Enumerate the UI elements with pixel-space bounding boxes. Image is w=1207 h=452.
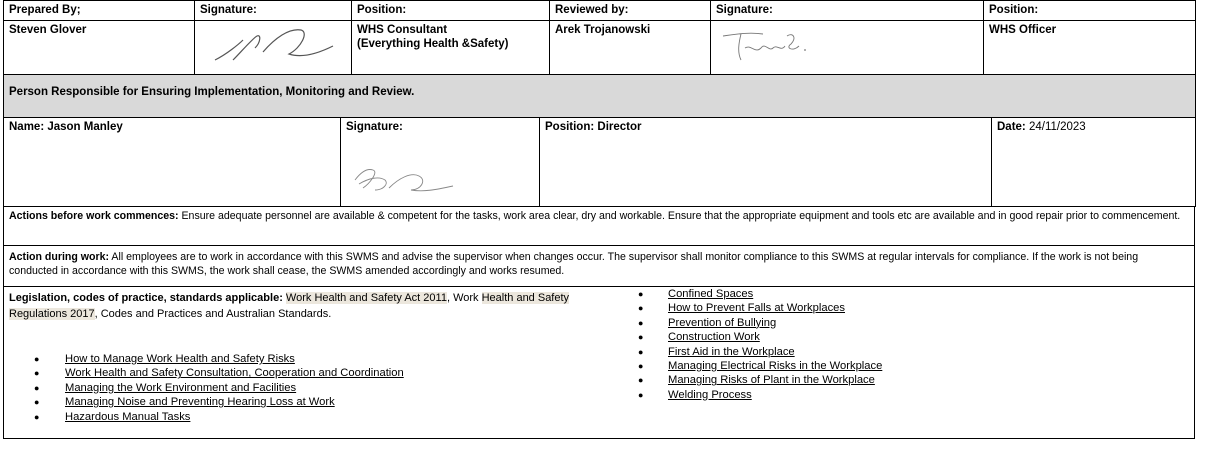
preparer-position-line1: WHS Consultant [357,24,448,36]
responsible-date [992,118,1196,207]
guidance-link[interactable]: Confined Spaces [668,288,754,300]
guidance-link[interactable]: Managing Noise and Preventing Hearing Loss at Work [65,396,335,409]
list-item[interactable] [638,287,882,301]
left-guidance-list [34,352,404,424]
actions-table [3,206,1195,439]
right-guidance-list [638,287,882,402]
actions-before-cell [4,207,1195,246]
list-item[interactable] [34,410,404,424]
guidance-link[interactable]: Prevention of Bullying [668,316,777,329]
bullet: ● [638,317,644,328]
actions-before-text: Ensure adequate personnel are available & competent for the tasks, work area clear, dry and workable. Ensure that the appropriate equipment and tools etc are available and in good repair prior to commencement. [178,210,1181,222]
bullet: ● [638,389,644,400]
regs-reference-2: Regulations 2017 [9,308,95,320]
reviewer-name: Arek Trojanowski [550,21,711,75]
guidance-link[interactable]: How to Prevent Falls at Workplaces [668,302,845,315]
list-item[interactable] [34,381,404,395]
guidance-link[interactable]: Hazardous Manual Tasks [65,410,191,423]
list-item[interactable] [34,395,404,409]
legislation-cell [4,287,1195,439]
reviewer-signature [719,26,829,66]
legislation-intro [9,290,609,322]
guidance-link[interactable]: Managing Risks of Plant in the Workplace [668,374,875,387]
list-item[interactable] [638,373,882,387]
list-item[interactable] [638,359,882,373]
preparer-signature [205,24,345,69]
signatory-table [3,0,1196,118]
bullet: ● [638,332,644,343]
legislation-tail: , Codes and Practices and Australian Standards. [94,308,332,320]
guidance-link[interactable]: Construction Work [668,331,760,344]
guidance-link[interactable]: How to Manage Work Health and Safety Risks [65,353,295,365]
guidance-link[interactable]: Welding Process [668,388,752,401]
action-during-label: Action during work: [9,251,110,263]
signature-label: Signature: [346,121,403,133]
guidance-link[interactable]: Work Health and Safety Consultation, Cooperation and Coordination [65,367,404,380]
preparer-name: Steven Glover [4,21,195,75]
bullet: ● [638,289,644,299]
list-item[interactable] [638,388,882,402]
position-label: Position: [984,1,1196,21]
preparer-position [352,21,550,75]
signature-label: Signature: [195,1,352,21]
responsible-name: Name: Jason Manley [4,118,341,207]
responsible-heading: Person Responsible for Ensuring Implementation, Monitoring and Review. [4,75,1196,118]
bullet: ● [638,360,644,371]
date-value: 24/11/2023 [1025,121,1086,133]
date-label: Date: [997,121,1026,133]
responsible-table [3,117,1196,207]
bullet: ● [638,375,644,386]
act-reference: Work Health and Safety Act 2011 [285,292,447,304]
bullet: ● [638,346,644,357]
preparer-signature-cell [195,21,352,75]
responsible-signature [349,162,459,198]
bullet: ● [34,368,40,379]
list-item[interactable] [638,301,882,315]
action-during-text: All employees are to work in accordance with this SWMS and advise the supervisor when changes occur. The supervisor shall monitor compliance to this SWMS at regular intervals for compliance. If the work is not being conducted in accordance with this SWMS, the work shall cease, the SWMS amended accordingly and works resumed. [9,251,1139,277]
reviewer-position: WHS Officer [984,21,1196,75]
list-item[interactable] [34,352,404,366]
signature-label: Signature: [711,1,984,21]
preparer-position-line2: (Everything Health &Safety) [357,38,509,50]
list-item[interactable] [34,366,404,380]
regs-separator: , Work [446,292,482,304]
bullet: ● [34,354,40,364]
list-item[interactable] [638,345,882,359]
reviewer-signature-cell [711,21,984,75]
reviewed-by-label: Reviewed by: [550,1,711,21]
action-during-cell [4,246,1195,287]
regs-reference-1: Health and Safety [481,292,570,304]
list-item[interactable] [638,316,882,330]
bullet: ● [34,411,40,422]
guidance-link[interactable]: Managing Electrical Risks in the Workplace [668,359,883,372]
legislation-label: Legislation, codes of practice, standards applicable: [9,292,283,304]
position-label: Position: [352,1,550,21]
bullet: ● [638,303,644,314]
prepared-by-label: Prepared By; [4,1,195,21]
actions-before-label: Actions before work commences: [9,210,179,222]
guidance-link[interactable]: Managing the Work Environment and Facilities [65,381,297,394]
bullet: ● [34,397,40,408]
responsible-signature-cell [341,118,540,207]
bullet: ● [34,382,40,393]
list-item[interactable] [638,330,882,344]
guidance-link[interactable]: First Aid in the Workplace [668,345,795,358]
responsible-position: Position: Director [540,118,992,207]
